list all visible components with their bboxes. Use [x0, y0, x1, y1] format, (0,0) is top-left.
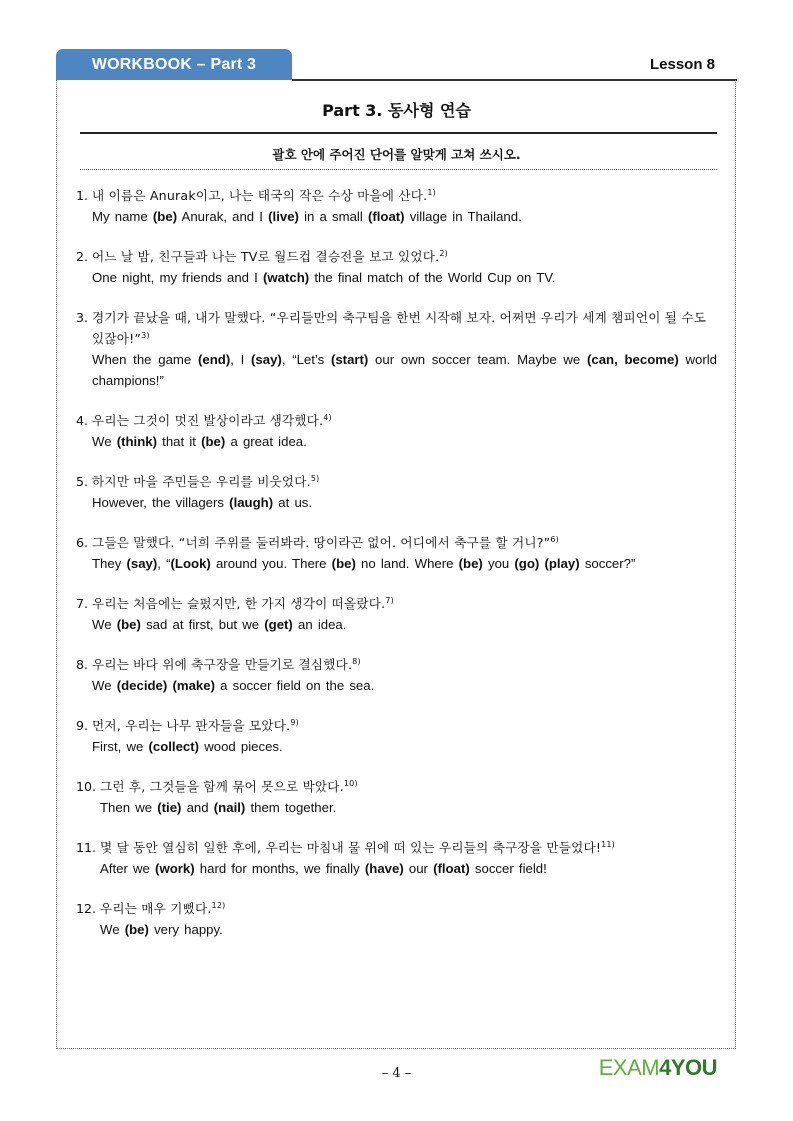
footnote-marker: 12): [211, 900, 226, 910]
exercise-item: [76, 246, 717, 288]
verb-hint: (Look): [170, 556, 211, 571]
verb-hint: (have): [364, 861, 404, 876]
footnote-marker: 7): [385, 595, 394, 605]
english-sentence: One night, my friends and I (watch) the final match of the World Cup on TV.: [92, 270, 556, 285]
verb-hint: (be): [124, 922, 149, 937]
footnote-marker: 10): [343, 778, 358, 788]
korean-text: 하지만 마을 주민들은 우리를 비웃었다.$^{5)}$: [92, 473, 320, 489]
verb-hint: (work): [155, 861, 195, 876]
item-number: 2.: [76, 249, 89, 264]
verb-hint: (be): [458, 556, 483, 571]
verb-hint: (say): [126, 556, 158, 571]
korean-text: 경기가 끝났을 때, 내가 말했다. “우리들만의 축구팀을 한번 시작해 보자. 어쩌면 우리가 세계 챔피언이 될 수도 있잖아!”$^{3)}$: [92, 310, 707, 346]
footnote-marker: 5): [310, 473, 320, 483]
exercise-item: [76, 776, 717, 818]
verb-hint: (watch): [263, 270, 310, 285]
korean-sentence: [76, 715, 717, 736]
verb-hint: (live): [268, 209, 299, 224]
item-number: 3.: [76, 310, 89, 325]
item-number: 11.: [76, 840, 97, 855]
korean-sentence: [76, 593, 717, 614]
korean-sentence: [76, 410, 717, 431]
verb-hint: (make): [172, 678, 215, 693]
korean-sentence: [76, 532, 717, 553]
item-number: 4.: [76, 413, 89, 428]
korean-text: 우리는 바다 위에 축구장을 만들기로 결심했다.$^{8)}$: [92, 656, 361, 672]
exercise-item: [76, 898, 717, 940]
english-sentence: We (decide) (make) a soccer field on the sea.: [92, 678, 375, 693]
english-sentence: When the game (end), I (say), “Let’s (start) our own soccer team. Maybe we (can, become) world champions!”: [92, 352, 717, 388]
verb-hint: (collect): [148, 739, 200, 754]
verb-hint: (be): [116, 617, 141, 632]
exercise-list: [76, 185, 717, 959]
exercise-item: [76, 410, 717, 452]
korean-sentence: [76, 471, 717, 492]
brand-logo-4you: 4YOU: [659, 1055, 717, 1080]
verb-hint: (go): [514, 556, 540, 571]
footnote-marker: 9): [290, 717, 299, 727]
exercise-item: [76, 471, 717, 513]
item-number: 6.: [76, 535, 89, 550]
english-sentence: We (think) that it (be) a great idea.: [92, 434, 307, 449]
korean-text: 몇 달 동안 열심히 일한 후에, 우리는 마침내 물 위에 떠 있는 우리들의 축구장을 만들었다!$^{11)}$: [100, 839, 615, 855]
korean-sentence: [76, 185, 717, 206]
english-sentence: However, the villagers (laugh) at us.: [92, 495, 313, 510]
footnote-marker: 11): [601, 839, 615, 849]
korean-text: 어느 날 밤, 친구들과 나는 TV로 월드컵 결승전을 보고 있었다.$^{2)}$: [92, 248, 448, 264]
korean-text: 먼저, 우리는 나무 판자들을 모았다.$^{9)}$: [92, 717, 299, 733]
exercise-item: [76, 715, 717, 757]
page-number: – 4 –: [381, 1066, 412, 1081]
korean-sentence: [76, 246, 717, 267]
korean-text: 내 이름은 Anurak이고, 나는 태국의 작은 수상 마을에 산다.$^{1)}$: [92, 187, 436, 203]
instruction-divider: [80, 169, 717, 170]
footnote-marker: 6): [550, 534, 559, 544]
item-number: 9.: [76, 718, 89, 733]
verb-hint: (get): [264, 617, 293, 632]
exercise-item: [76, 532, 717, 574]
english-sentence: Then we (tie) and (nail) them together.: [100, 800, 337, 815]
korean-text: 우리는 처음에는 슬펐지만, 한 가지 생각이 떠올랐다.$^{7)}$: [92, 595, 394, 611]
brand-logo-exam: EXAM: [598, 1055, 660, 1080]
verb-hint: (end): [197, 352, 231, 367]
verb-hint: (be): [331, 556, 356, 571]
verb-hint: (float): [433, 861, 470, 876]
english-sentence: First, we (collect) wood pieces.: [92, 739, 283, 754]
section-title: Part 3. 동사형 연습: [322, 101, 471, 120]
footnote-marker: 2): [439, 248, 448, 258]
korean-text: 그들은 말했다. “너희 주위를 둘러봐라. 땅이라곤 없어. 어디에서 축구를 할 거니?”$^{6)}$: [92, 534, 559, 550]
korean-sentence: [76, 898, 717, 919]
exercise-item: [76, 307, 717, 391]
english-sentence: My name (be) Anurak, and I (live) in a small (float) village in Thailand.: [92, 209, 522, 224]
verb-hint: (play): [544, 556, 580, 571]
english-sentence: We (be) very happy.: [100, 922, 223, 937]
workbook-tab: WORKBOOK – Part 3: [56, 49, 292, 80]
korean-text: 우리는 매우 기뻤다.$^{12)}$: [100, 900, 226, 916]
item-number: 10.: [76, 779, 97, 794]
footnote-marker: 1): [427, 187, 436, 197]
verb-hint: (start): [330, 352, 369, 367]
exercise-item: [76, 185, 717, 227]
instruction-text: 괄호 안에 주어진 단어를 알맞게 고쳐 쓰시오.: [272, 147, 521, 162]
verb-hint: (nail): [213, 800, 246, 815]
verb-hint: (decide): [116, 678, 168, 693]
korean-sentence: [76, 776, 717, 797]
item-number: 7.: [76, 596, 89, 611]
exercise-item: [76, 837, 717, 879]
korean-sentence: [76, 307, 717, 349]
lesson-label: Lesson 8: [649, 56, 715, 73]
exercise-item: [76, 654, 717, 696]
verb-hint: (be): [201, 434, 226, 449]
korean-text: 우리는 그것이 멋진 발상이라고 생각했다.$^{4)}$: [92, 412, 332, 428]
verb-hint: (be): [152, 209, 178, 224]
korean-text: 그런 후, 그것들을 함께 묶어 못으로 박았다.$^{10)}$: [100, 778, 358, 794]
korean-sentence: [76, 837, 717, 858]
verb-hint: (tie): [157, 800, 182, 815]
footnote-marker: 8): [352, 656, 361, 666]
korean-sentence: [76, 654, 717, 675]
english-sentence: They (say), “(Look) around you. There (be) no land. Where (be) you (go) (play) soccer?”: [92, 556, 636, 571]
verb-hint: (can, become): [586, 352, 679, 367]
brand-logo: [599, 1055, 717, 1081]
verb-hint: (laugh): [229, 495, 274, 510]
item-number: 8.: [76, 657, 89, 672]
footnote-marker: 3): [141, 330, 150, 340]
exercise-item: [76, 593, 717, 635]
verb-hint: (say): [251, 352, 282, 367]
item-number: 12.: [76, 901, 97, 916]
footnote-marker: 4): [323, 412, 332, 422]
verb-hint: (think): [116, 434, 158, 449]
item-number: 1.: [76, 188, 89, 203]
english-sentence: After we (work) hard for months, we finally (have) our (float) soccer field!: [100, 861, 547, 876]
english-sentence: We (be) sad at first, but we (get) an idea.: [92, 617, 347, 632]
title-divider: [80, 132, 717, 134]
verb-hint: (float): [367, 209, 405, 224]
item-number: 5.: [76, 474, 89, 489]
